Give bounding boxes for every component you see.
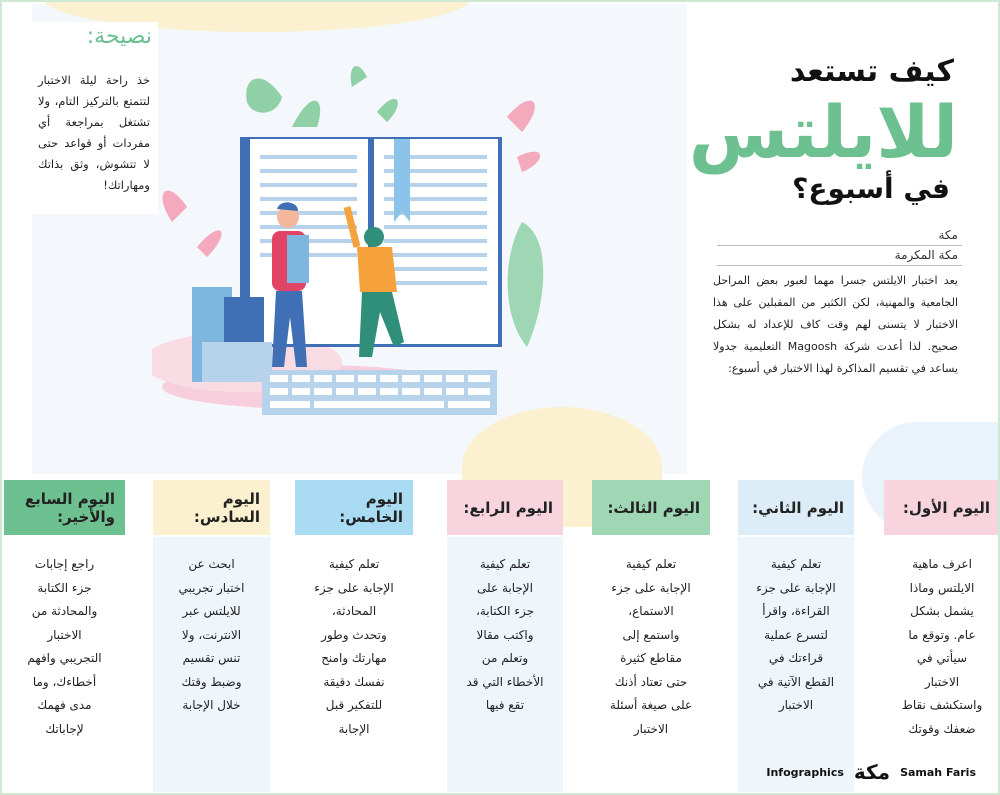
dateline-city: مكة: [938, 228, 958, 242]
person-head: [364, 227, 384, 247]
day-line: ابحث عن: [188, 557, 235, 571]
day-header-3: اليوم الثالث:: [592, 480, 710, 535]
day-line: مدى فهمك: [37, 698, 92, 712]
tip-box: [30, 22, 158, 214]
day-header-1: اليوم الأول:: [884, 480, 1000, 535]
leaf: [197, 230, 221, 257]
leaf: [517, 152, 540, 172]
day-line: عام. وتوقع ما: [908, 627, 976, 642]
day-line: الإجابة على جزء: [756, 580, 836, 595]
day-line: أخطاءك، وما: [32, 674, 97, 689]
day-line: المحادثة،: [331, 604, 377, 618]
day-line: الاختبار: [924, 674, 960, 689]
day-line: اعرف ماهية: [912, 557, 972, 571]
bookmark: [394, 139, 410, 222]
day-line: نفسك دقيقة: [323, 674, 385, 689]
day-line: راجع إجابات: [34, 557, 95, 571]
day-line: الاختبار: [633, 721, 669, 736]
day-line: والمحادثة من: [31, 604, 98, 618]
day-body-4: [447, 537, 563, 792]
divider: [717, 265, 962, 266]
study-illustration: [152, 57, 562, 422]
tip-text: خذ راحة ليلة الاختبار لتتمتع بالتركيز التام، ولا تشتغل بمراجعة أي مفردات أو قواعد حتى لا تتشوش، وثق بذاتك ومهاراتك!: [38, 73, 150, 192]
day-line: تعلم كيفية: [770, 557, 822, 571]
credit-infographics: Infographics: [766, 765, 844, 779]
day-line: التجريبي وافهم: [27, 651, 102, 665]
day-line: اختبار تجريبي: [178, 580, 245, 595]
day-body-1: [884, 537, 1000, 792]
day-line: واكتب مقالا: [476, 627, 534, 642]
day-line: تنس تقسيم: [182, 651, 241, 665]
leaf: [246, 78, 282, 112]
dateline-region: مكة المكرمة: [894, 248, 958, 262]
leaf: [351, 66, 367, 87]
day-line: تعلم كيفية: [328, 557, 380, 571]
day-body-5: [295, 537, 413, 792]
day-line: للايلتس عبر: [182, 604, 241, 618]
day-line: حتى تعتاد أذنك: [614, 674, 688, 689]
title-line-2: للايلتس: [688, 90, 958, 174]
day-line: تعلم كيفية: [479, 557, 531, 571]
plant: [508, 222, 544, 347]
day-body-6: [153, 537, 270, 792]
day-body-2: [738, 537, 854, 792]
day-line: الإجابة على جزء: [314, 580, 394, 595]
day-line: تعلم كيفية: [625, 557, 677, 571]
day-line: الاختبار: [47, 627, 82, 642]
day-header-7: اليوم السابع والأخير:: [4, 480, 125, 535]
day-line: الإجابة على جزء: [611, 580, 691, 595]
day-header-4: اليوم الرابع:: [447, 480, 563, 535]
day-line: الأخطاء التي قد: [466, 674, 544, 689]
day-line: للتفكير قبل: [325, 698, 383, 712]
day-header-5: اليوم الخامس:: [295, 480, 413, 535]
person-shirt: [357, 247, 397, 292]
credits: [766, 760, 976, 784]
leaf: [377, 99, 398, 122]
day-line: جزء الكتابة،: [475, 604, 535, 618]
day-line: خلال الإجابة: [182, 698, 241, 712]
day-line: القطع الآتية في: [757, 674, 835, 689]
day-line: يشمل بشكل: [910, 604, 974, 618]
day-line: لتسرع عملية: [764, 627, 828, 642]
day-line: الإجابة على: [477, 580, 533, 595]
day-line: الاختبار: [778, 698, 814, 712]
person-book: [287, 235, 309, 283]
day-line: واستكشف نقاط: [901, 698, 983, 712]
day-body-7: [4, 537, 125, 792]
day-line: ضعفك وقوتك: [908, 721, 976, 736]
day-header-2: اليوم الثاني:: [738, 480, 854, 535]
day-body-3: [592, 537, 710, 792]
day-line: مقاطع كثيرة: [620, 651, 682, 665]
day-line: الايلتس وماذا: [909, 580, 975, 595]
day-line: الاستماع،: [628, 604, 674, 618]
day-line: جزء الكتابة: [37, 580, 92, 595]
leaf: [292, 101, 320, 127]
day-line: وضبط وقتك: [181, 674, 242, 689]
day-line: مهارتك وامنح: [321, 651, 387, 665]
divider: [717, 245, 962, 246]
tip-title: نصيحة:: [86, 24, 152, 49]
day-line: لإجاباتك: [45, 721, 84, 736]
makkah-logo: مكة: [853, 760, 891, 784]
credit-designer: Samah Faris: [900, 765, 976, 779]
day-line: الإجابة: [338, 721, 370, 736]
day-line: واستمع إلى: [622, 627, 680, 642]
title-line-3: في أسبوع؟: [792, 172, 950, 205]
day-line: سيأتي في: [916, 651, 968, 665]
day-header-6: اليوم السادس:: [153, 480, 270, 535]
title-line-1: كيف تستعد: [789, 54, 954, 89]
leaf: [507, 101, 535, 132]
leaf: [163, 191, 187, 222]
book-stack: [202, 342, 272, 382]
intro-text: يعد اختبار الايلتس جسرا مهما لعبور بعض المراحل الجامعية والمهنية، لكن الكثير من المقبلين على هذا الاختبار لا يتسنى لهم وقت كاف للإعداد له بشكل صحيح. لذا أعدت شركة Magoosh التعليمية جدولا يساعد في تقسيم المذاكرة لهذا الاختبار في أسبوع:: [713, 274, 958, 375]
day-line: القراءة، واقرأ: [762, 604, 830, 618]
day-line: تقع فيها: [485, 698, 525, 712]
day-line: الانترنت، ولا: [181, 627, 242, 642]
day-line: على صيغة أسئلة: [609, 698, 693, 712]
day-line: وتحدث وطور: [321, 627, 387, 642]
day-line: وتعلم من: [481, 651, 529, 665]
day-line: قراءتك في: [768, 651, 824, 665]
